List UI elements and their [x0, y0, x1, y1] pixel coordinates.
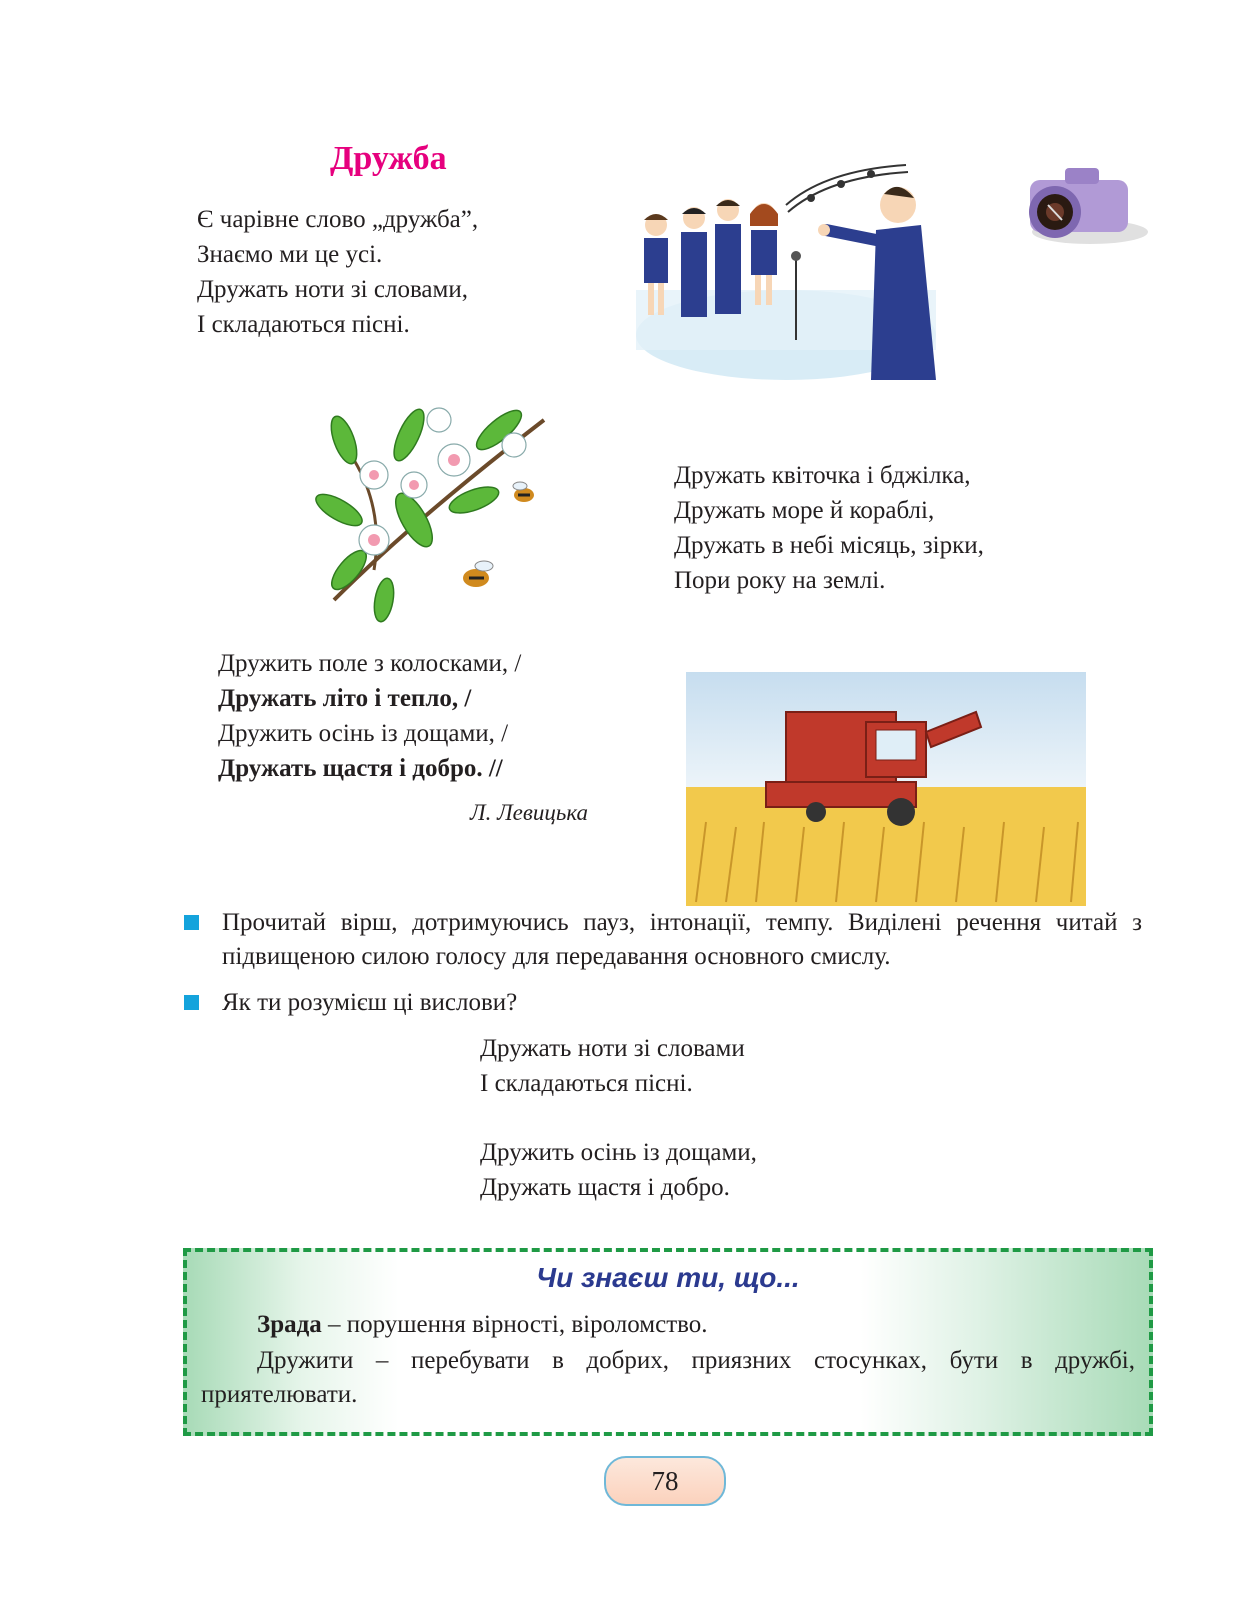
- stanza-line: Дружать море й кораблі,: [674, 497, 935, 524]
- question-2: [184, 986, 1142, 1022]
- quote-line: Дружать ноти зі словами: [480, 1035, 745, 1062]
- info-definition-1: [201, 1308, 1135, 1342]
- info-box-title: Чи знаєш ти, що...: [536, 1262, 800, 1293]
- info-term: Зрада: [257, 1311, 322, 1338]
- square-bullet-icon: [184, 915, 199, 930]
- info-definition-text: – порушення вірності, віроломство.: [321, 1311, 708, 1338]
- stanza-line: Пори року на землі.: [674, 567, 886, 594]
- quote-line: І складаються пісні.: [480, 1070, 693, 1097]
- stanza-line: Дружать в небі місяць, зірки,: [674, 532, 984, 559]
- stanza-line-emphasized: Дружать щастя і добро. //: [218, 755, 503, 782]
- stanza-2: [674, 458, 984, 598]
- question-text: Як ти розумієш ці вислови?: [222, 989, 518, 1016]
- blossom-illustration: [314, 400, 564, 630]
- stanza-line-emphasized: Дружать літо і тепло, /: [218, 685, 472, 712]
- stanza-line: Дружать квіточка і бджілка,: [674, 462, 971, 489]
- camera-icon: [1010, 160, 1150, 250]
- question-text: Прочитай вірш, дотримуючись пауз, інтонації, темпу. Виділені речення читай з підвищеною силою голосу для передавання основного смислу.: [222, 909, 1142, 970]
- page-number: 78: [604, 1456, 726, 1506]
- harvester-illustration: [686, 672, 1086, 906]
- quote-line: Дружать щастя і добро.: [480, 1174, 730, 1201]
- stanza-1: [197, 202, 478, 342]
- info-definition-2: Дружити – перебувати в добрих, приязних стосунках, бути в дружбі, приятелювати.: [201, 1347, 1135, 1408]
- stanza-3: [218, 646, 521, 786]
- stanza-line: Є чарівне слово „дружба”,: [197, 206, 479, 233]
- question-1: [184, 906, 1142, 976]
- page-title: Дружба: [330, 140, 447, 177]
- choir-illustration: [636, 150, 956, 390]
- quote-1: [480, 1031, 745, 1101]
- stanza-line: Дружить осінь із дощами, /: [218, 720, 509, 747]
- stanza-line: І складаються пісні.: [197, 311, 410, 338]
- poem-author: Л. Левицька: [470, 800, 588, 825]
- quote-line: Дружить осінь із дощами,: [480, 1139, 757, 1166]
- did-you-know-box: [183, 1248, 1153, 1436]
- stanza-line: Знаємо ми це усі.: [197, 241, 383, 268]
- square-bullet-icon: [184, 995, 199, 1010]
- quote-2: [480, 1135, 757, 1205]
- stanza-line: Дружить поле з колосками, /: [218, 650, 522, 677]
- stanza-line: Дружать ноти зі словами,: [197, 276, 468, 303]
